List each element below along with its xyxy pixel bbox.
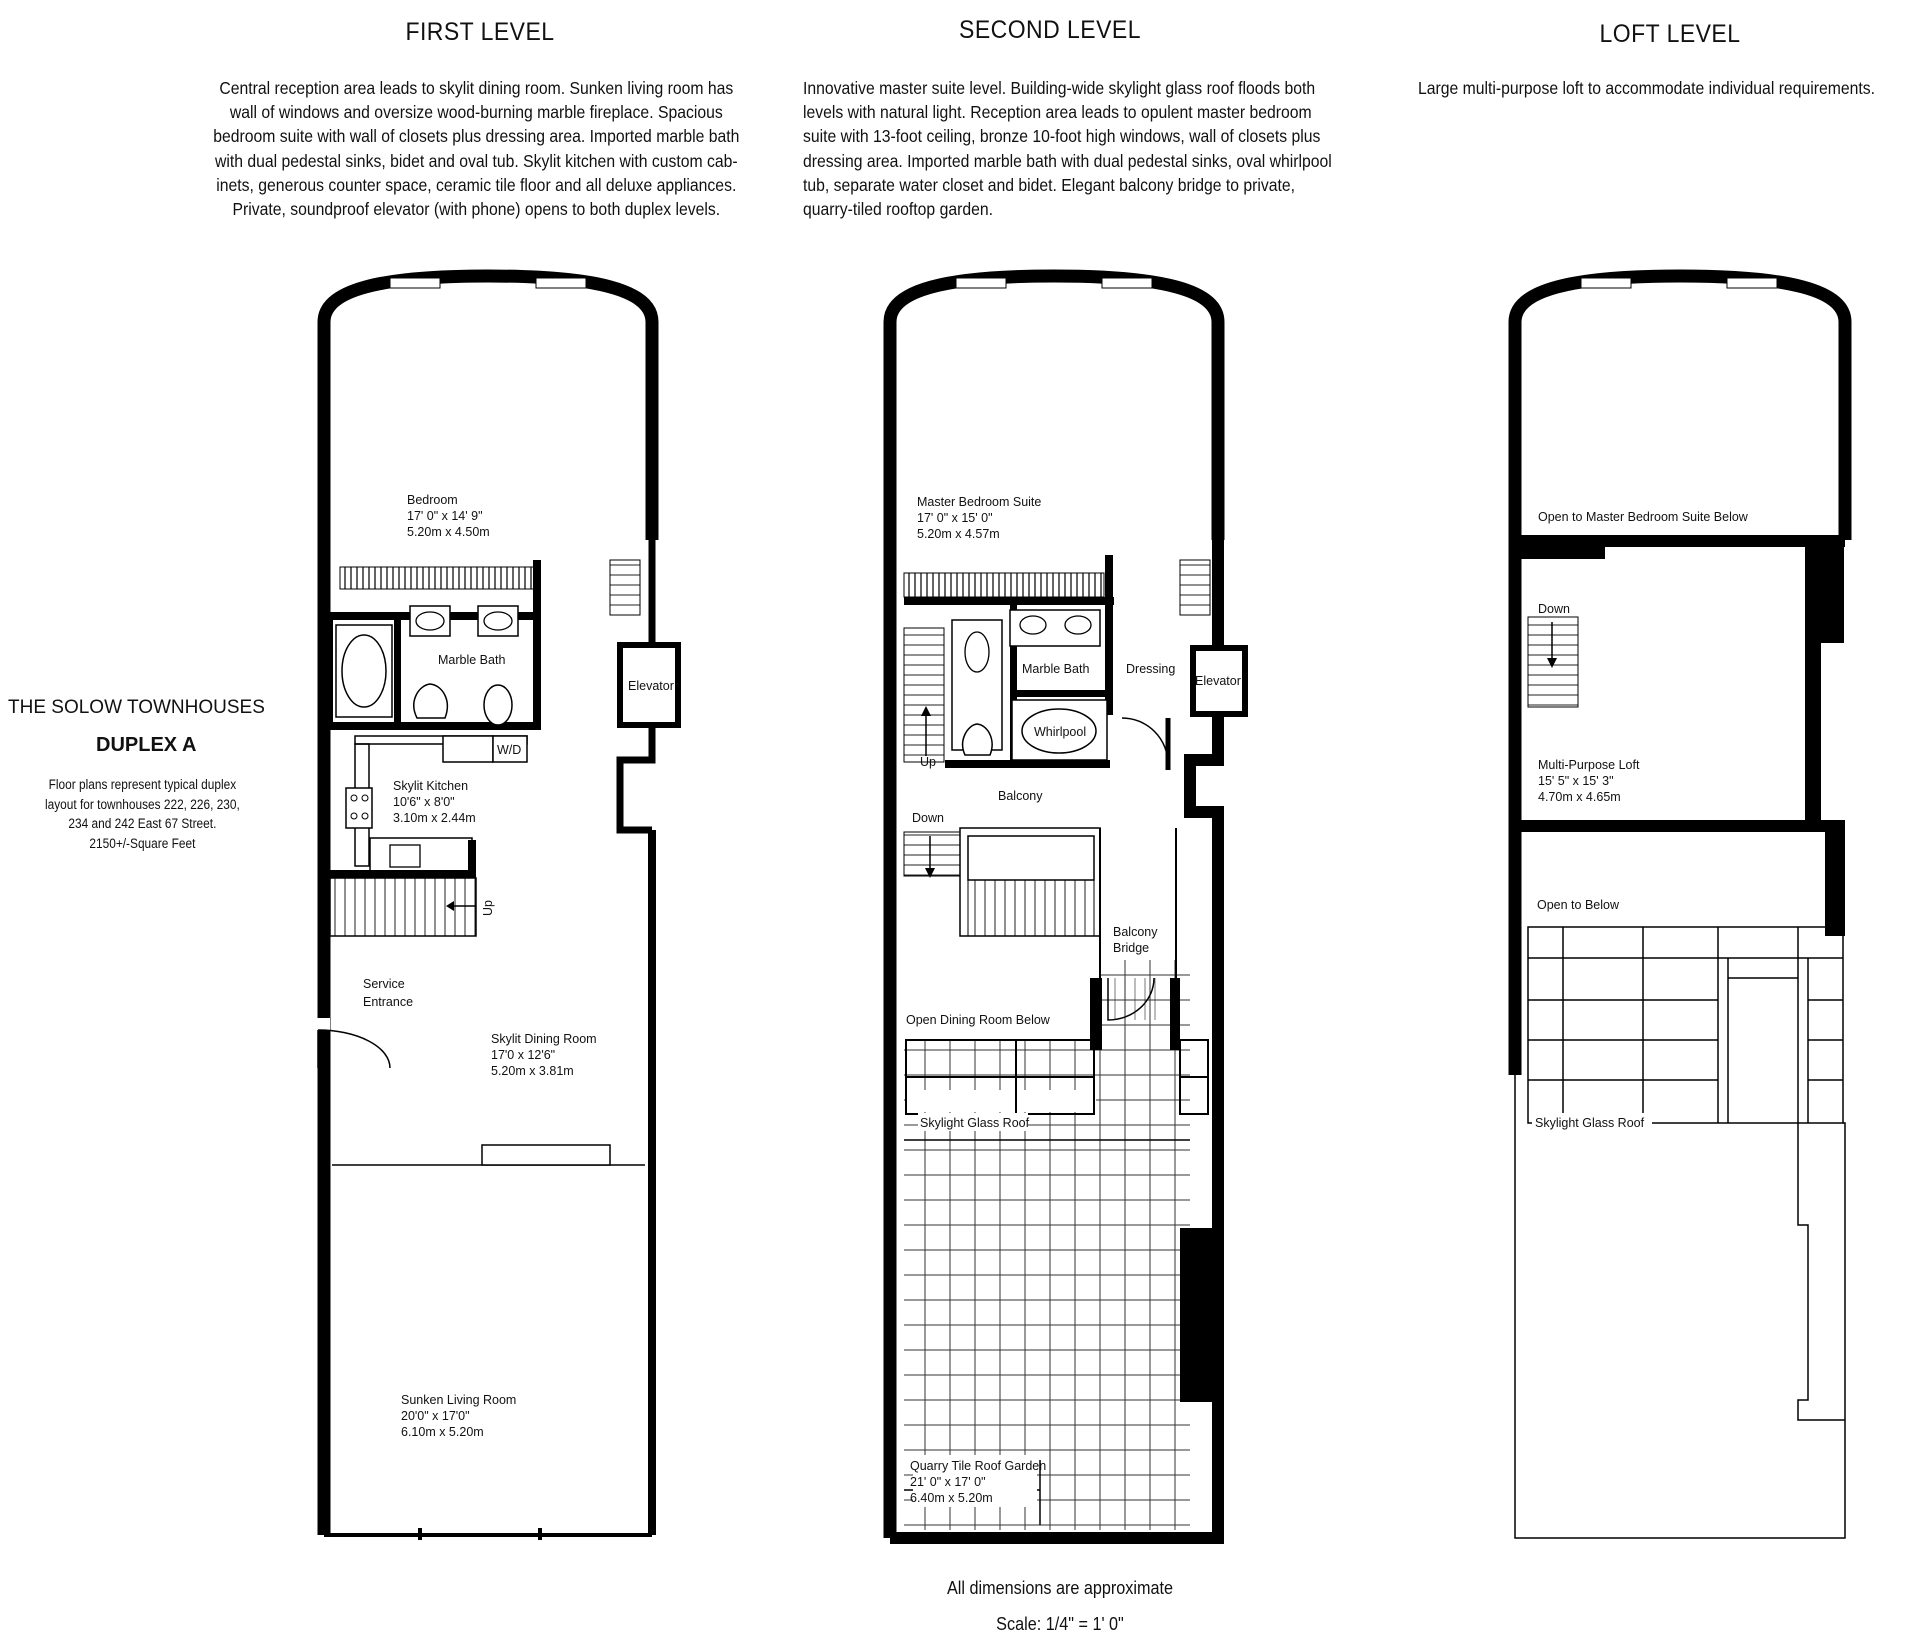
- loft-down-label: Down: [1538, 602, 1570, 616]
- unit-name: DUPLEX A: [96, 734, 197, 756]
- kitchen-dims: 10'6" x 8'0": [393, 795, 455, 809]
- second-level-plan: [890, 276, 1245, 1538]
- first-level-plan: [316, 276, 678, 1540]
- master-bedroom-metric: 5.20m x 4.57m: [917, 527, 1000, 541]
- roof-garden-metric: 6.40m x 5.20m: [910, 1491, 993, 1505]
- multi-purpose-loft-metric: 4.70m x 4.65m: [1538, 790, 1621, 804]
- roof-garden-label: Quarry Tile Roof Garden: [910, 1459, 1047, 1473]
- whirlpool-label: Whirlpool: [1034, 725, 1087, 739]
- open-dining-label: Open Dining Room Below: [906, 1013, 1050, 1027]
- first-bedroom-metric: 5.20m x 4.50m: [407, 525, 490, 539]
- master-bedroom-label: Master Bedroom Suite: [917, 495, 1042, 509]
- first-closet: [340, 567, 538, 589]
- first-up-label: Up: [481, 900, 495, 916]
- second-level-title: SECOND LEVEL: [959, 16, 1141, 44]
- first-level-description: Central reception area leads to skylit dining room. Sunken living room has wall of windows and oversize wood-burning marble fireplace. Spacious bedroom suite with wall of closets plus dressing area. Imported marble bath with dual pedestal sinks, bidet and oval tub. Skylit kitchen with custom cab- inets, generous counter space, ceramic tile floor and all deluxe appliances. Private, soundproof elevator (with phone) opens to both duplex levels.: [213, 78, 740, 220]
- first-level-title: FIRST LEVEL: [405, 18, 555, 46]
- master-bedroom-dims: 17' 0" x 15' 0": [917, 511, 993, 525]
- multi-purpose-loft-label: Multi-Purpose Loft: [1538, 758, 1640, 772]
- washer-dryer-label: W/D: [497, 743, 522, 757]
- scale-note: Scale: 1/4" = 1' 0": [996, 1614, 1124, 1634]
- dining-room-metric: 5.20m x 3.81m: [491, 1064, 574, 1078]
- entrance-label: Entrance: [363, 995, 414, 1009]
- loft-skylight-label: Skylight Glass Roof: [1535, 1116, 1645, 1130]
- balcony-bridge-label: Balcony: [1113, 925, 1158, 939]
- balcony-label: Balcony: [998, 789, 1043, 803]
- dressing-label: Dressing: [1126, 662, 1176, 676]
- second-elevator-label: Elevator: [1195, 674, 1241, 688]
- dimensions-note: All dimensions are approximate: [946, 1578, 1174, 1598]
- second-closet: [904, 573, 1104, 597]
- first-bedroom-label: Bedroom: [407, 493, 458, 507]
- building-info: Floor plans represent typical duplex layout for townhouses 222, 226, 230, 234 and 242 East 67 Street. 2150+/-Square Feet: [44, 777, 240, 851]
- living-room-dims: 20'0" x 17'0": [401, 1409, 470, 1423]
- open-to-below-label: Open to Below: [1537, 898, 1619, 912]
- dining-room-label: Skylit Dining Room: [491, 1032, 597, 1046]
- second-marble-bath-label: Marble Bath: [1022, 662, 1090, 676]
- dining-room-dims: 17'0 x 12'6": [491, 1048, 556, 1062]
- first-marble-bath-label: Marble Bath: [438, 653, 506, 667]
- first-elevator-label: Elevator: [628, 679, 674, 693]
- bridge-label: Bridge: [1113, 941, 1150, 955]
- second-level-description: Innovative master suite level. Building-wide skylight glass roof floods both levels with natural light. Reception area leads to opulent master bedroom suite with 13-foot ceiling, bronze 10-foot high windows, wall of closets plus dressing area. Imported marble bath with dual pedestal sinks, oval whirlpool tub, separate water closet and bidet. Elegant balcony bridge to private, quarry-tiled rooftop garden.: [803, 78, 1332, 220]
- service-label: Service: [363, 977, 405, 991]
- kitchen-label: Skylit Kitchen: [393, 779, 469, 793]
- first-bedroom-dims: 17' 0" x 14' 9": [407, 509, 483, 523]
- loft-skylight-grid: [1528, 927, 1843, 1123]
- second-down-label: Down: [912, 811, 944, 825]
- open-to-master-label: Open to Master Bedroom Suite Below: [1538, 510, 1748, 524]
- loft-level-title: LOFT LEVEL: [1599, 20, 1741, 48]
- multi-purpose-loft-dims: 15' 5" x 15' 3": [1538, 774, 1614, 788]
- kitchen-metric: 3.10m x 2.44m: [393, 811, 476, 825]
- roof-garden-dims: 21' 0" x 17' 0": [910, 1475, 986, 1489]
- second-skylight-label: Skylight Glass Roof: [920, 1116, 1030, 1130]
- loft-level-description: Large multi-purpose loft to accommodate individual requirements.: [1418, 78, 1875, 98]
- living-room-metric: 6.10m x 5.20m: [401, 1425, 484, 1439]
- second-up-label: Up: [920, 755, 936, 769]
- building-name: THE SOLOW TOWNHOUSES: [8, 697, 265, 718]
- living-room-label: Sunken Living Room: [401, 1393, 517, 1407]
